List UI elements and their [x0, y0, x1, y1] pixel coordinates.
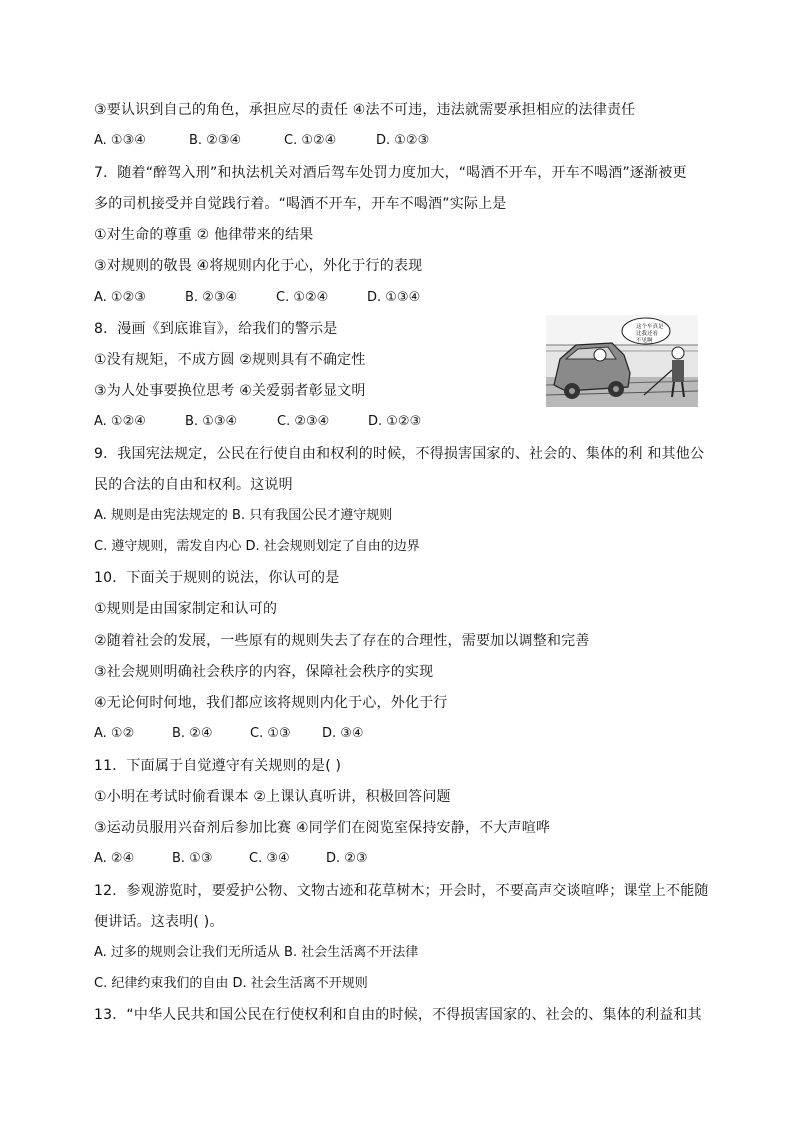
q13-stem-line-1: 13．“中华人民共和国公民在行使权利和自由的时候，不得损害国家的、社会的、集体的利益和其	[94, 1007, 702, 1023]
q6-item-line: ③要认识到自己的角色，承担应尽的责任 ④法不可违，违法就需要承担相应的法律责任	[94, 102, 636, 118]
q10-item-line: ③社会规则明确社会秩序的内容，保障社会秩序的实现	[94, 664, 434, 680]
q9-stem-line-2: 民的合法的自由和权利。这说明	[94, 477, 293, 493]
q8-option-d: D. ①②③	[368, 414, 422, 429]
q12-option-line: A. 过多的规则会让我们无所适从 B. 社会生活离不开法律	[94, 945, 419, 960]
q6-option-d: D. ①②③	[376, 133, 430, 148]
q8-option-b: B. ①③④	[185, 414, 238, 429]
q7-option-b: B. ②③④	[185, 290, 238, 305]
q11-item-line: ①小明在考试时偷看课本 ②上课认真听讲，积极回答问题	[94, 789, 451, 805]
q11-stem: 11．下面属于自觉遵守有关规则的是( )	[94, 758, 342, 774]
svg-text:比我还看: 比我还看	[636, 331, 659, 337]
q11-option-d: D. ②③	[326, 851, 368, 866]
q11-option-a: A. ②④	[94, 851, 135, 866]
q12-stem-line-1: 12．参观游览时，要爱护公物、文物古迹和花草树木；开会时，不要高声交谈喧哗；课堂上不能随	[94, 883, 709, 899]
q7-option-c: C. ①②④	[276, 290, 329, 305]
q7-item-line: ①对生命的尊重 ② 他律带来的结果	[94, 227, 314, 243]
q10-option-d: D. ③④	[322, 726, 364, 741]
svg-text:这个车真是: 这个车真是	[636, 324, 664, 330]
q10-options	[94, 725, 364, 743]
q12-option-line: C. 纪律约束我们的自由 D. 社会生活离不开规则	[94, 976, 368, 991]
cartoon-image	[546, 315, 698, 407]
q8-option-a: A. ①②④	[94, 414, 146, 429]
q6-options	[94, 132, 429, 150]
q10-stem: 10．下面关于规则的说法，你认可的是	[94, 570, 340, 586]
q7-stem-line-2: 多的司机接受并自觉践行着。“喝酒不开车，开车不喝酒”实际上是	[94, 196, 507, 212]
q11-option-b: B. ①③	[172, 851, 213, 866]
svg-text:不见啊: 不见啊	[636, 338, 653, 344]
q6-option-b: B. ②③④	[189, 133, 242, 148]
q10-option-b: B. ②④	[172, 726, 213, 741]
q9-option-line: A. 规则是由宪法规定的 B. 只有我国公民才遵守规则	[94, 508, 393, 523]
q9-option-line: C. 遵守规则，需发自内心 D. 社会规则划定了自由的边界	[94, 539, 420, 554]
q10-option-a: A. ①②	[94, 726, 135, 741]
q8-stem: 8．漫画《到底谁盲》，给我们的警示是	[94, 321, 338, 337]
q10-item-line: ②随着社会的发展，一些原有的规则失去了存在的合理性，需要加以调整和完善	[94, 633, 590, 649]
q6-option-a: A. ①③④	[94, 133, 146, 148]
q8-item-line: ①没有规矩，不成方圆 ②规则具有不确定性	[94, 352, 366, 368]
q7-option-d: D. ①③④	[367, 290, 421, 305]
q8-option-c: C. ②③④	[277, 414, 330, 429]
q11-option-c: C. ③④	[249, 851, 290, 866]
q9-stem-line-1: 9．我国宪法规定，公民在行使自由和权利的时候，不得损害国家的、社会的、集体的利 和其他公	[94, 446, 705, 462]
q10-item-line: ④无论何时何地，我们都应该将规则内化于心，外化于行	[94, 695, 448, 711]
q12-stem-line-2: 便讲话。这表明( )。	[94, 914, 224, 930]
q10-option-c: C. ①③	[250, 726, 291, 741]
q7-options	[94, 289, 420, 307]
q8-options	[94, 413, 421, 431]
q11-options	[94, 850, 368, 868]
q7-stem-line-1: 7．随着“醉驾入刑”和执法机关对酒后驾车处罚力度加大，“喝酒不开车，开车不喝酒”逐渐被更	[94, 165, 687, 181]
q8-item-line: ③为人处事要换位思考 ④关爱弱者彰显文明	[94, 383, 366, 399]
q10-item-line: ①规则是由国家制定和认可的	[94, 601, 278, 617]
q11-item-line: ③运动员服用兴奋剂后参加比赛 ④同学们在阅览室保持安静，不大声喧哗	[94, 820, 551, 836]
q7-option-a: A. ①②③	[94, 290, 146, 305]
q6-option-c: C. ①②④	[284, 133, 337, 148]
q7-item-line: ③对规则的敬畏 ④将规则内化于心，外化于行的表现	[94, 258, 423, 274]
